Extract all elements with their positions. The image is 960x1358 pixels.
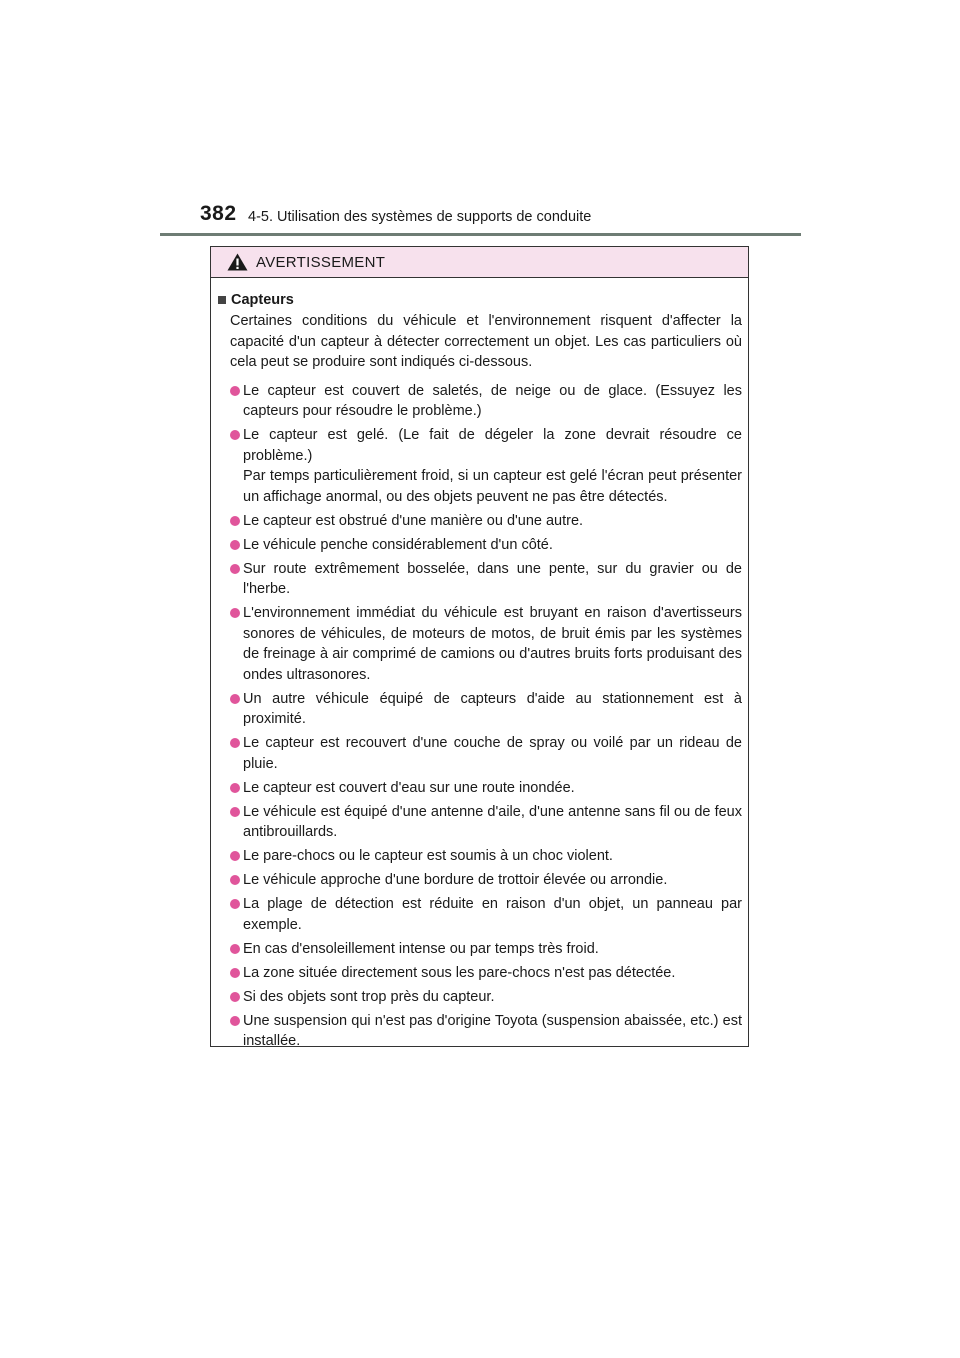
warning-triangle-icon bbox=[227, 253, 248, 271]
bullet-dot-icon bbox=[230, 1016, 240, 1026]
topic-title: Capteurs bbox=[231, 292, 294, 308]
list-item-text: Si des objets sont trop près du capteur. bbox=[243, 988, 495, 1005]
bullet-dot-icon bbox=[230, 875, 240, 885]
list-item bbox=[217, 963, 742, 984]
list-item-text: Un autre véhicule équipé de capteurs d'aide au stationnement est à proximité. bbox=[243, 690, 742, 727]
list-item bbox=[217, 689, 742, 730]
bullet-dot-icon bbox=[230, 608, 240, 618]
list-item-text: Le pare-chocs ou le capteur est soumis à un choc violent. bbox=[243, 848, 613, 864]
list-item-text: Le véhicule approche d'une bordure de trottoir élevée ou arrondie. bbox=[243, 872, 668, 888]
bullet-dot-icon bbox=[230, 564, 240, 574]
list-item-text: Une suspension qui n'est pas d'origine Toyota (suspension abaissée, etc.) est installée. bbox=[243, 1012, 742, 1049]
warning-body bbox=[211, 278, 748, 1052]
condition-list bbox=[217, 381, 742, 1052]
topic-heading bbox=[217, 290, 742, 310]
list-item bbox=[217, 535, 742, 556]
list-item-text: Le véhicule penche considérablement d'un côté. bbox=[243, 536, 553, 553]
bullet-dot-icon bbox=[230, 783, 240, 793]
bullet-dot-icon bbox=[230, 851, 240, 861]
list-item bbox=[217, 778, 742, 799]
list-item bbox=[217, 425, 742, 507]
list-item-extra-text: Par temps particulièrement froid, si un capteur est gelé l'écran peut présenter un affichage anormal, ou des objets peuvent ne pas être détectés. bbox=[243, 468, 742, 505]
list-item bbox=[217, 802, 742, 843]
list-item bbox=[217, 559, 742, 600]
bullet-dot-icon bbox=[230, 430, 240, 440]
bullet-dot-icon bbox=[230, 540, 240, 550]
bullet-dot-icon bbox=[230, 992, 240, 1002]
list-item bbox=[217, 381, 742, 422]
bullet-dot-icon bbox=[230, 694, 240, 704]
list-item bbox=[217, 1011, 742, 1052]
list-item-text: La zone située directement sous les pare-chocs n'est pas détectée. bbox=[243, 964, 676, 981]
square-bullet-icon bbox=[218, 296, 226, 304]
warning-box bbox=[210, 246, 749, 1047]
list-item-text: Le capteur est couvert d'eau sur une route inondée. bbox=[243, 779, 575, 796]
section-title: 4-5. Utilisation des systèmes de supports de conduite bbox=[248, 209, 592, 225]
bullet-dot-icon bbox=[230, 968, 240, 978]
bullet-dot-icon bbox=[230, 944, 240, 954]
warning-title: AVERTISSEMENT bbox=[256, 253, 386, 271]
bullet-dot-icon bbox=[230, 807, 240, 817]
list-item bbox=[217, 733, 742, 774]
list-item bbox=[217, 870, 742, 891]
list-item-text: La plage de détection est réduite en raison d'un objet, un panneau par exemple. bbox=[243, 896, 742, 933]
list-item-text: L'environnement immédiat du véhicule est bruyant en raison d'avertisseurs sonores de véhicules, de moteurs de motos, de bruit émis par les systèmes de freinage à air comprimé de camions ou d'autres bruits forts produisant des ondes ultrasonores. bbox=[243, 605, 742, 683]
list-item bbox=[217, 603, 742, 685]
list-item-text: En cas d'ensoleillement intense ou par temps très froid. bbox=[243, 940, 599, 957]
bullet-dot-icon bbox=[230, 899, 240, 909]
list-item bbox=[217, 846, 742, 867]
list-item-text: Le capteur est gelé. (Le fait de dégeler la zone devrait résoudre ce problème.) bbox=[243, 427, 742, 464]
list-item bbox=[217, 939, 742, 960]
page-number: 382 bbox=[200, 202, 237, 225]
bullet-dot-icon bbox=[230, 386, 240, 396]
header-rule bbox=[160, 233, 801, 236]
list-item-text: Le capteur est obstrué d'une manière ou d'une autre. bbox=[243, 512, 584, 529]
list-item bbox=[217, 894, 742, 935]
bullet-dot-icon bbox=[230, 516, 240, 526]
list-item-text: Sur route extrêmement bosselée, dans une pente, sur du gravier ou de l'herbe. bbox=[243, 560, 742, 597]
list-item bbox=[217, 987, 742, 1008]
list-item bbox=[217, 511, 742, 532]
list-item-text: Le capteur est recouvert d'une couche de spray ou voilé par un rideau de pluie. bbox=[243, 735, 742, 772]
warning-header bbox=[211, 247, 748, 278]
intro-paragraph: Certaines conditions du véhicule et l'environnement risquent d'affecter la capacité d'un capteur à détecter correctement un objet. Les cas particuliers où cela peut se produire sont indiqués ci-dessous. bbox=[230, 313, 742, 370]
list-item-text: Le capteur est couvert de saletés, de neige ou de glace. (Essuyez les capteurs pour résoudre le problème.) bbox=[243, 382, 742, 419]
bullet-dot-icon bbox=[230, 738, 240, 748]
list-item-text: Le véhicule est équipé d'une antenne d'aile, d'une antenne sans fil ou de feux antibrouillards. bbox=[243, 803, 742, 840]
